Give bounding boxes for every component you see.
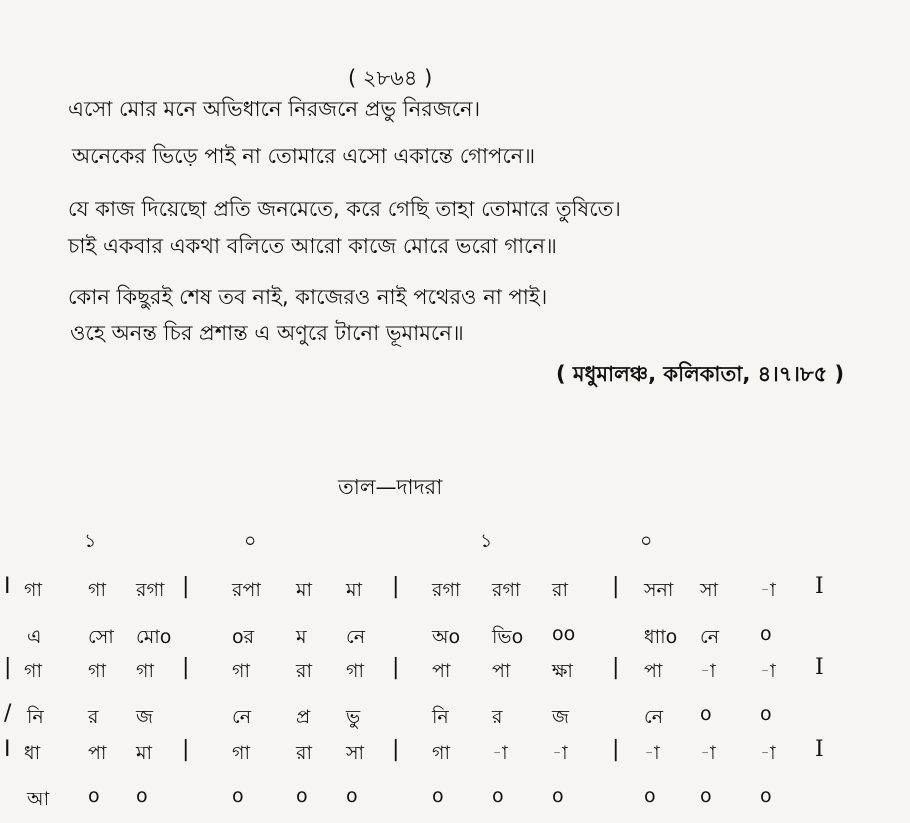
lyric-syllable: o xyxy=(136,785,148,807)
swara-cell: -া xyxy=(760,742,776,764)
lyric-line-4: চাই একবার একথা বলিতে আরো কাজে মোরে ভরো গানে॥ xyxy=(68,234,557,258)
swara-cell: -া xyxy=(700,742,716,764)
bar-line: | xyxy=(612,574,620,599)
lyric-syllable: o xyxy=(232,785,244,807)
swara-cell: গা xyxy=(24,660,42,682)
bar-line: | xyxy=(182,655,190,680)
swara-cell: গা xyxy=(88,660,106,682)
swara-cell: ক্ষা xyxy=(552,660,573,682)
lyric-line-2: অনেকের ভিড়ে পাই না তোমারে এসো একান্তে গোপনে॥ xyxy=(72,144,536,168)
swara-cell: গা xyxy=(432,742,450,764)
lyric-syllable: oর xyxy=(232,626,255,648)
swara-cell: গা xyxy=(24,579,42,601)
bar-line: | xyxy=(182,574,190,599)
lyric-syllable: র xyxy=(88,706,99,728)
lyric-syllable: ভু xyxy=(346,706,361,728)
swara-cell: রা xyxy=(552,579,568,601)
beat-mark-3: ১ xyxy=(480,530,493,552)
lyric-syllable: ভিo xyxy=(492,626,524,648)
swara-cell: পা xyxy=(432,660,451,682)
row-lead-mark: / xyxy=(4,701,12,726)
swara-cell: রগা xyxy=(492,579,521,601)
lyric-syllable: o xyxy=(700,703,712,725)
swara-cell: রা xyxy=(296,742,312,764)
lyric-syllable: নে xyxy=(644,706,664,728)
lyric-syllable: o xyxy=(492,785,504,807)
lyric-line-1: এসো মোর মনে অভিধানে নিরজনে প্রভু নিরজনে। xyxy=(68,97,481,121)
swara-cell: গা xyxy=(88,579,106,601)
lyric-line-5: কোন কিছুরই শেষ তব নাই, কাজেরও নাই পথেরও না পাই। xyxy=(68,285,548,309)
swara-cell: মা xyxy=(296,579,313,601)
lyric-syllable: o xyxy=(346,785,358,807)
lyric-syllable: ম xyxy=(296,626,307,648)
lyric-line-3: যে কাজ দিয়েছো প্রতি জনমেতে, করে গেছি তাহা তোমারে তুষিতে। xyxy=(68,197,621,221)
lyric-syllable: নে xyxy=(232,706,252,728)
swara-cell: মা xyxy=(136,742,153,764)
lyric-syllable: o xyxy=(552,785,564,807)
swara-cell: গা xyxy=(232,660,250,682)
lyric-syllable: মোo xyxy=(136,626,172,648)
lyric-syllable: নে xyxy=(346,626,366,648)
lyric-syllable: o xyxy=(760,703,772,725)
lyric-syllable: র xyxy=(492,706,503,728)
bar-line: | xyxy=(392,655,400,680)
bar-line: | xyxy=(392,737,400,762)
swara-cell: সা xyxy=(346,742,365,764)
beat-mark-2: ০ xyxy=(244,530,257,552)
swara-cell: সা xyxy=(700,579,719,601)
swara-cell: পা xyxy=(88,742,107,764)
swara-cell: -া xyxy=(492,742,508,764)
beat-mark-1: ১ xyxy=(84,530,97,552)
swara-cell: ধা xyxy=(24,742,41,764)
row-lead-mark: I xyxy=(4,737,11,762)
line-end-mark: I xyxy=(815,737,824,762)
lyric-syllable: o xyxy=(760,623,772,645)
lyric-syllable: জ xyxy=(136,706,153,728)
swara-cell: -া xyxy=(700,660,716,682)
swara-cell: -া xyxy=(644,742,660,764)
row-lead-mark: I xyxy=(4,574,11,599)
swara-cell: রগা xyxy=(432,579,461,601)
line-end-mark: I xyxy=(815,655,824,680)
lyric-syllable: সো xyxy=(88,626,114,648)
swara-cell: রগা xyxy=(136,579,165,601)
lyric-syllable: আ xyxy=(27,788,50,810)
lyric-syllable: ধাাo xyxy=(644,626,678,648)
swara-cell: -া xyxy=(552,742,568,764)
lyric-syllable: নি xyxy=(432,706,449,728)
swara-cell: গা xyxy=(136,660,154,682)
lyric-syllable: জ xyxy=(552,706,569,728)
row-lead-mark: | xyxy=(4,655,12,680)
bar-line: | xyxy=(612,655,620,680)
bar-line: | xyxy=(182,737,190,762)
lyric-syllable: o xyxy=(760,785,772,807)
lyric-syllable: o xyxy=(296,785,308,807)
beat-mark-4: ০ xyxy=(640,530,653,552)
swara-cell: -া xyxy=(760,660,776,682)
swara-cell: পা xyxy=(492,660,511,682)
lyric-syllable: নে xyxy=(700,626,720,648)
line-end-mark: I xyxy=(815,574,824,599)
swara-cell: সনা xyxy=(644,579,674,601)
swara-cell: রা xyxy=(296,660,312,682)
swara-cell: গা xyxy=(232,742,250,764)
lyric-syllable: o xyxy=(644,785,656,807)
swara-cell: -া xyxy=(760,579,776,601)
swara-cell: গা xyxy=(346,660,364,682)
lyric-syllable: প্র xyxy=(296,706,311,728)
song-number: ( ২৮৬৪ ) xyxy=(348,66,433,90)
swara-cell: রপা xyxy=(232,579,261,601)
bar-line: | xyxy=(612,737,620,762)
tala-heading: তাল—দাদরা xyxy=(338,475,443,499)
lyric-line-6: ওহে অনন্ত চির প্রশান্ত এ অণুরে টানো ভূমামনে॥ xyxy=(70,321,464,345)
lyric-syllable: o xyxy=(700,785,712,807)
lyric-syllable: নি xyxy=(27,706,44,728)
lyric-syllable: o xyxy=(432,785,444,807)
swara-cell: পা xyxy=(644,660,663,682)
bar-line: | xyxy=(392,574,400,599)
lyric-syllable: অo xyxy=(432,626,461,648)
source-citation: ( মধুমালঞ্চ, কলিকাতা, ৪।৭।৮৫ ) xyxy=(556,362,845,386)
lyric-syllable: oo xyxy=(552,623,576,645)
lyric-syllable: o xyxy=(88,785,100,807)
lyric-syllable: এ xyxy=(27,626,42,648)
swara-cell: মা xyxy=(346,579,363,601)
